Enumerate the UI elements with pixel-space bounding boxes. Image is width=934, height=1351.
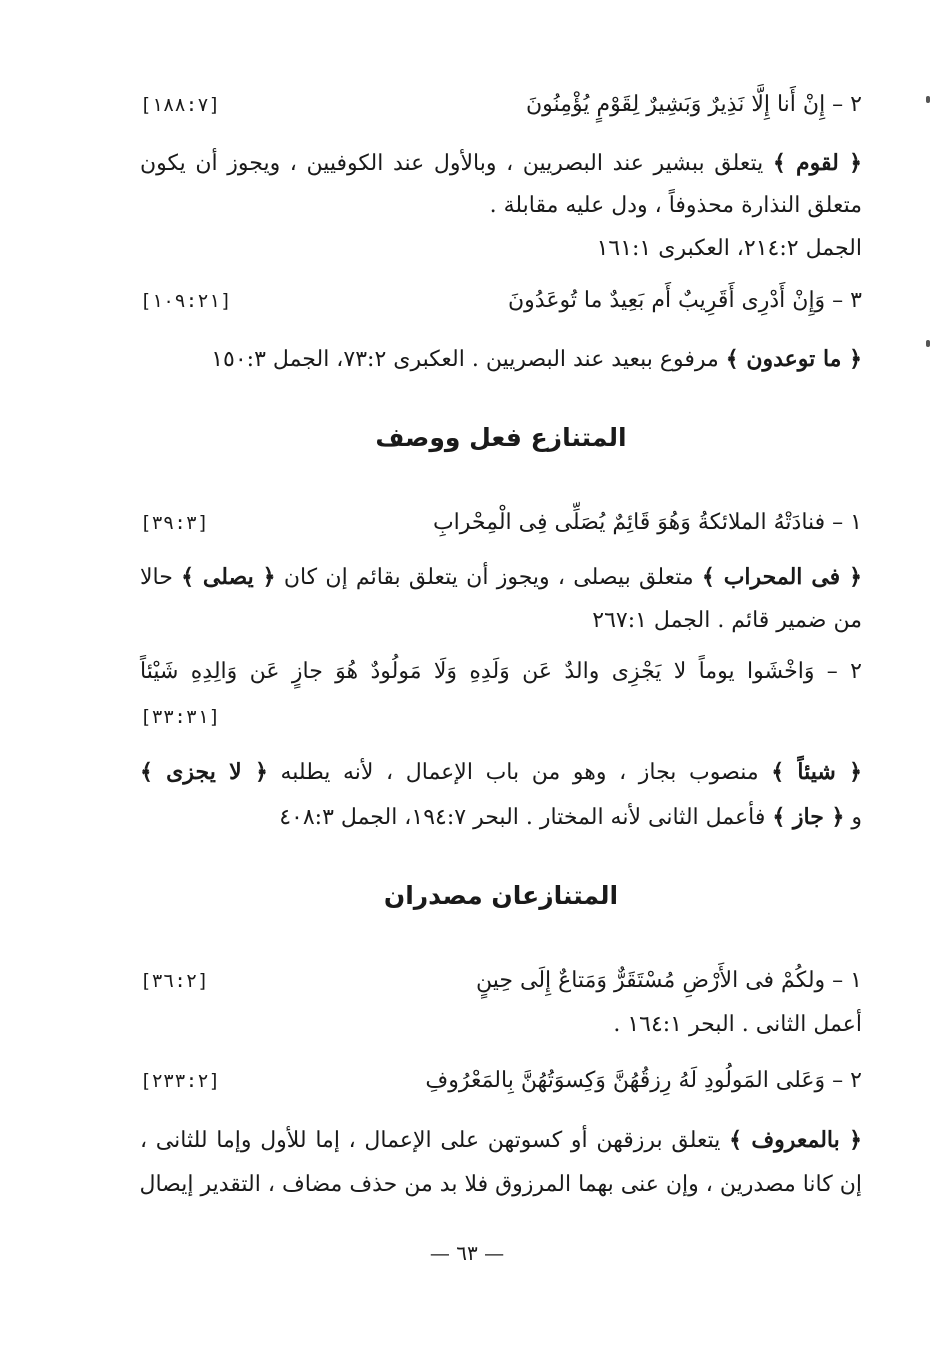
commentary-line <box>140 755 862 790</box>
verse-reference: [١٠٩:٢١] <box>140 290 232 312</box>
term-highlight: ﴿ لا يجزى ﴾ <box>140 759 268 785</box>
commentary-text: حالا <box>140 565 182 590</box>
verse-line <box>140 88 862 122</box>
term-highlight: ﴿ لقوم ﴾ <box>772 150 862 176</box>
verse-line <box>140 506 862 540</box>
verse-text: ٢ – إِنْ أَنا إِلَّا نَذِيرٌ وَبَشِيرٌ لِقَوْمٍ يُؤْمِنُونَ <box>526 92 862 117</box>
term-highlight: ﴿ شيئاً ﴾ <box>771 759 863 785</box>
commentary-line: إن كانا مصدرين ، وإن عنى بهما المرزوق فلا بد من حذف مضاف ، التقدير إيصال <box>139 1172 862 1197</box>
commentary-text: فأعمل الثانى لأنه المختار . البحر ١٩٤:٧، الجمل ٤٠٨:٣ <box>279 805 773 830</box>
term-highlight: ﴿ ما توعدون ﴾ <box>725 346 862 372</box>
verse-reference: [٣٣:٣١] <box>140 706 221 728</box>
verse-line: ٢ – وَاخْشَوا يوماً لا يَجْزِى والدٌ عَن وَلَدِهِ وَلَا مَولُودٌ هُوَ جازٍ عَن وَالِدِهِ شَيْئاً <box>140 659 862 684</box>
verse-line <box>140 964 862 998</box>
scan-mark <box>926 340 930 347</box>
verse-reference: [٢٣٣:٢] <box>140 1070 221 1092</box>
verse-reference: [١٨٨:٧] <box>140 94 221 116</box>
commentary-line: متعلق النذارة محذوفاً ، ودل عليه مقابلة . <box>489 193 862 218</box>
verse-text: ١ – ولكُمْ فى الأَرْضِ مُسْتَقَرٌّ وَمَتاعٌ إِلَى حِينٍ <box>476 968 862 993</box>
verse-text: ١ – فنادَتْهُ الملائكةُ وَهُوَ قَائِمٌ يُصَلِّى فِى الْمِحْرابِ <box>432 510 862 535</box>
commentary-line <box>140 1123 862 1158</box>
verse-line <box>140 1064 862 1098</box>
commentary-line <box>140 560 862 595</box>
section-heading: المتنازع فعل ووصف <box>375 423 627 452</box>
commentary-text: يتعلق ببشير عند البصريين ، وبالأول عند الكوفيين ، ويجوز أن يكون <box>140 151 773 176</box>
term-highlight: ﴿ جاز ﴾ <box>772 804 845 830</box>
commentary-text: منصوب بجاز ، وهو من باب الإعمال ، لأنه يطلبه <box>267 760 772 785</box>
verse-text: ٣ – وَإِنْ أَدْرِى أَقَرِيبٌ أَم بَعِيدٌ ما تُوعَدُونَ <box>508 288 862 313</box>
commentary-line <box>140 800 862 835</box>
commentary-line <box>140 342 862 377</box>
scan-mark <box>926 96 930 103</box>
commentary-line <box>140 146 862 181</box>
citation-line: من ضمير قائم . الجمل ٢٦٧:١ <box>592 608 862 633</box>
citation-line: الجمل ٢١٤:٢، العكبرى ١٦١:١ <box>596 236 862 261</box>
term-highlight: ﴿ يصلى ﴾ <box>181 564 276 590</box>
commentary-text: مرفوع ببعيد عند البصريين . العكبرى ٧٣:٢، الجمل ١٥٠:٣ <box>211 347 726 372</box>
section-heading: المتنازعان مصدران <box>383 881 619 910</box>
commentary-text: متعلق بيصلى ، ويجوز أن يتعلق بقائم إن كان <box>275 565 702 590</box>
commentary-text: يتعلق برزقهن أو كسوتهن على الإعمال ، إما للأول وإما للثانى ، <box>140 1128 730 1153</box>
verse-line <box>140 284 862 318</box>
page-number: — ٦٣ — <box>429 1241 505 1265</box>
verse-text: ٢ – وَعَلى المَولُودِ لَهُ رِزقُهُنَّ وَكِسوَتُهُنَّ بِالمَعْرُوفِ <box>425 1068 862 1093</box>
term-highlight: ﴿ بالمعروف ﴾ <box>729 1127 862 1153</box>
verse-reference: [٣٩:٣] <box>140 512 209 534</box>
verse-reference-line <box>140 700 862 734</box>
commentary-text: و <box>844 805 862 830</box>
verse-reference: [٣٦:٢] <box>140 970 209 992</box>
citation-line: أعمل الثانى . البحر ١٦٤:١ . <box>613 1012 862 1037</box>
term-highlight: ﴿ فى المحراب ﴾ <box>701 564 863 590</box>
